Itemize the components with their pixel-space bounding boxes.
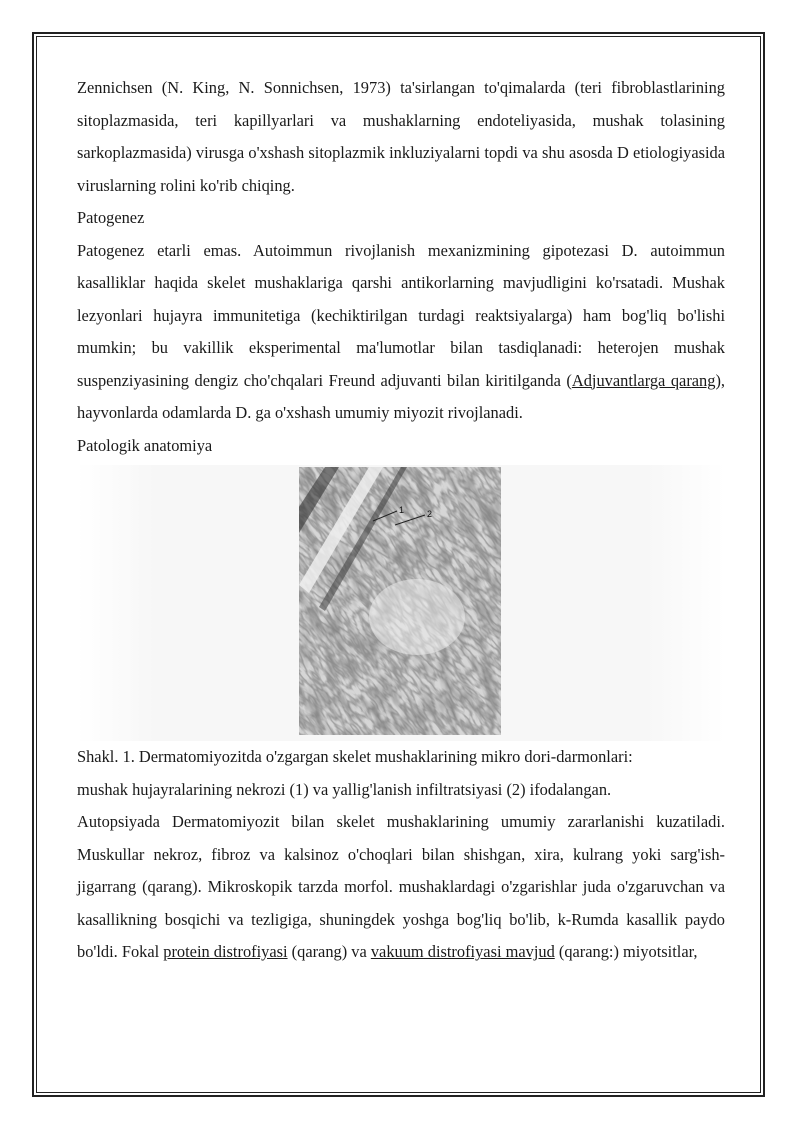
heading-pathological-anatomy: Patologik anatomiya [77, 435, 213, 455]
document-body [77, 72, 725, 969]
heading-pathogenesis: Patogenez [77, 208, 145, 227]
paragraph-pathogenesis-text-a: Patogenez etarli emas. Autoimmun rivojlanish mexanizmining gipotezasi D. autoimmun kasalliklar haqida skelet mushaklariga qarshi antikorlarning mavjudligini ko'rsatadi. Mushak lezyonlari hujayra immunitetiga (kechiktirilgan turdagi reaktsiyalarga) ham bog'liq bo'lishi mumkin; bu vakillik eksperimental ma'lumotlar bilan tasdiqlanadi: heterojen mushak suspenziyasining dengiz cho'chqalari Freund adjuvanti bilan kiritilganda ( [77, 240, 725, 390]
paragraph-pathogenesis-text-b: ), hayvonlarda odamlarda D. ga o'xshash umumiy miyozit rivojlanadi. [77, 370, 726, 422]
paragraph-autopsy [77, 806, 725, 969]
micrograph-svg [299, 467, 501, 735]
adjuvants-link[interactable]: Adjuvantlarga qarang [571, 370, 716, 390]
paragraph-pathogenesis [77, 235, 725, 430]
protein-dystrophy-link[interactable]: protein distrofiyasi [163, 942, 288, 961]
paragraph-autopsy-text: Autopsiyada Dermatomiyozit bilan skelet mushaklarining umumiy zararlanishi kuzatiladi. Muskullar nekroz, fibroz va kalsinoz o'choqlari bilan shishgan, xira, kulrang yoki sarg'ish-jigarrang (qarang). Mikroskopik tarzda morfol. mushaklardagi o'zgarishlar juda o'zgaruvchan va kasallikning bosqichi va tezligiga, shuningdek yoshga bog'liq bo'lib, k-Rumda kasallik paydo bo'ldi. Fokal [77, 812, 725, 961]
micrograph-label-2: 2 [427, 509, 433, 519]
micrograph-image [299, 467, 501, 735]
micrograph-label-1: 1 [399, 505, 405, 515]
figure-caption-line-2: mushak hujayralarining nekrozi (1) va yallig'lanish infiltratsiyasi (2) ifodalangan. [77, 779, 612, 799]
vacuum-dystrophy-link[interactable]: vakuum distrofiyasi mavjud [370, 942, 555, 961]
figure-container [77, 465, 725, 741]
figure-caption-line-1: Shakl. 1. Dermatomiyozitda o'zgargan skelet mushaklarining mikro dori-darmonlari: [77, 747, 633, 766]
paragraph-autopsy-mid: (qarang) va [287, 942, 371, 961]
paragraph-autopsy-end: (qarang:) miyotsitlar, [554, 942, 698, 961]
paragraph-etiology: Zennichsen (N. King, N. Sonnichsen, 1973) ta'sirlangan to'qimalarda (teri fibroblastlarining sitoplazmasida, teri kapillyarlari va mushaklarning endoteliyasida, mushak tolasining sarkoplazmasida) virusga o'xshash sitoplazmik inkluziyalarni topdi va shu asosda D etiologiyasida viruslarning rolini ko'rib chiqing. [77, 78, 725, 195]
